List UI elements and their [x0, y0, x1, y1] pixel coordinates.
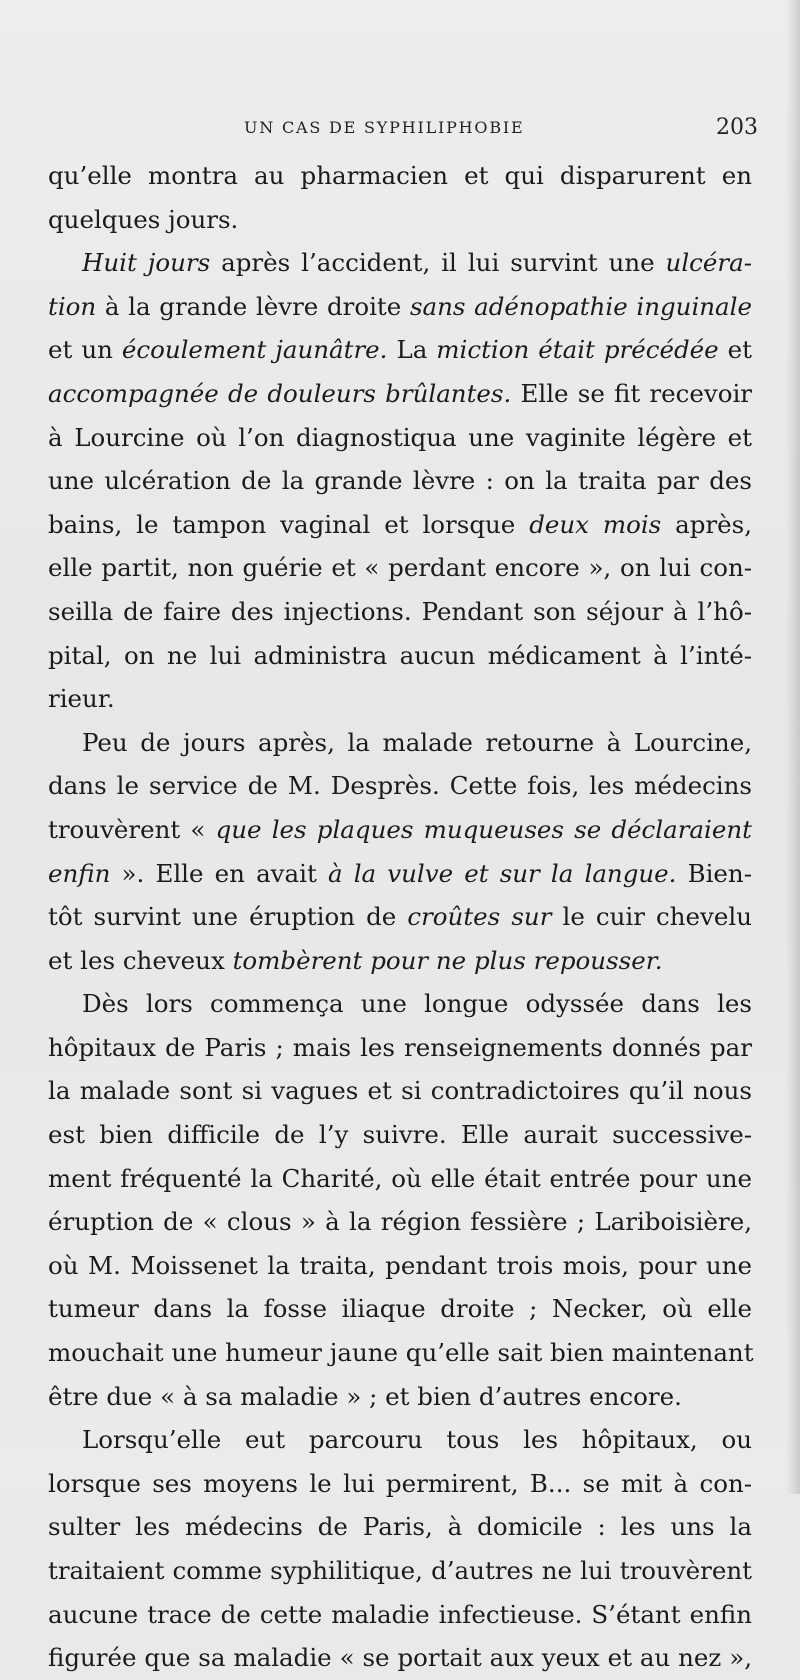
text-run: pital, on ne lui administra aucun médicament à l’inté- — [48, 640, 752, 670]
text-run: et un — [48, 335, 122, 365]
text-run: mouchait une humeur jaune qu’elle sait bien maintenant — [48, 1338, 754, 1368]
text-line — [48, 590, 752, 634]
text-run: ». Elle en avait — [110, 858, 328, 888]
text-run: après l’accident, il lui survint une — [210, 248, 666, 278]
italic-text-run: miction était précédée — [436, 335, 719, 365]
italic-text-run: à la vulve et sur la langue. — [327, 858, 677, 888]
text-run: à Lourcine où l’on diagnostiqua une vaginite légère et — [48, 422, 752, 452]
text-run: après, — [661, 509, 752, 539]
text-line — [48, 677, 752, 721]
text-line — [48, 1375, 752, 1419]
text-line — [48, 1069, 752, 1113]
text-run: dans le service de M. Desprès. Cette fois, les médecins — [48, 771, 752, 801]
text-run: aucune trace de cette maladie infectieuse. S’étant enfin — [48, 1599, 752, 1629]
text-run: la malade sont si vagues et si contradictoires qu’il nous — [48, 1076, 752, 1106]
text-run: Lorsqu’elle eut parcouru tous les hôpitaux, ou — [82, 1425, 752, 1455]
text-line — [48, 1157, 752, 1201]
text-line — [48, 372, 752, 416]
italic-text-run: tion — [48, 291, 97, 321]
text-run: tumeur dans la fosse iliaque droite ; Necker, où elle — [48, 1294, 752, 1324]
text-line — [48, 852, 752, 896]
text-line — [48, 1462, 752, 1506]
text-line — [48, 241, 752, 285]
text-line — [48, 1593, 752, 1637]
text-run: traitaient comme syphilitique, d’autres ne lui trouvèrent — [48, 1556, 752, 1585]
text-line — [48, 808, 752, 852]
text-run: elle partit, non guérie et « perdant encore », on lui con- — [48, 553, 752, 583]
italic-text-run: écoulement jaunâtre. — [121, 335, 388, 365]
text-run: hôpitaux de Paris ; mais les renseignements donnés par — [48, 1032, 752, 1062]
text-line — [48, 1331, 752, 1375]
text-run: être due « à sa maladie » ; et bien d’autres encore. — [48, 1381, 682, 1411]
text-line — [48, 634, 752, 678]
text-run: le cuir chevelu — [551, 902, 753, 932]
text-run: qu’elle montra au pharmacien et qui disparurent en — [48, 161, 752, 190]
text-run: à la grande lèvre droite — [96, 291, 410, 321]
page-edge-shadow — [786, 0, 800, 1494]
text-line — [48, 939, 752, 983]
text-line — [48, 1418, 752, 1462]
text-run: trouvèrent « — [48, 814, 216, 844]
italic-text-run: croûtes sur — [407, 902, 552, 932]
italic-text-run: sans adénopathie inguinale — [409, 291, 752, 321]
text-run: quelques jours. — [48, 204, 239, 234]
text-run: ment fréquenté la Charité, où elle était entrée pour une — [48, 1163, 752, 1193]
page-number: 203 — [716, 115, 758, 140]
text-line — [48, 1549, 752, 1593]
text-run: rieur. — [48, 684, 115, 714]
text-run: Dès lors commença une longue odyssée dans les — [82, 989, 752, 1019]
italic-text-run: deux mois — [529, 509, 662, 539]
text-run: une ulcération de la grande lèvre : on la traita par des — [48, 466, 752, 496]
text-line — [48, 328, 752, 372]
text-line — [48, 1113, 752, 1157]
text-line — [48, 1200, 752, 1244]
text-line — [48, 764, 752, 808]
text-run: La — [387, 335, 437, 365]
text-run: lorsque ses moyens le lui permirent, B... se mit à con- — [48, 1468, 752, 1498]
text-line — [48, 895, 752, 939]
text-run: éruption de « clous » à la région fessière ; Lariboisière, — [48, 1207, 752, 1237]
italic-text-run: Huit jours — [82, 248, 211, 278]
text-run: sulter les médecins de Paris, à domicile : les uns la — [48, 1512, 752, 1542]
text-run: seilla de faire des injections. Pendant son séjour à l’hô- — [48, 596, 752, 626]
text-line — [48, 982, 752, 1026]
text-run: et les cheveux — [48, 945, 233, 975]
italic-text-run: que les plaques muqueuses se déclaraient — [215, 814, 753, 844]
text-run: et — [718, 335, 752, 365]
text-run: où M. Moissenet la traita, pendant trois mois, pour une — [48, 1250, 752, 1280]
text-line — [48, 1505, 752, 1549]
text-run: figurée que sa maladie « se portait aux yeux et au nez », — [48, 1643, 752, 1673]
text-run: Bien- — [676, 858, 752, 888]
text-line — [48, 1244, 752, 1288]
running-title: UN CAS DE SYPHILIPHOBIE — [244, 118, 525, 137]
text-line — [48, 503, 752, 547]
text-run: Peu de jours après, la malade retourne à Lourcine, — [82, 727, 752, 757]
page-header — [48, 115, 758, 142]
text-line — [48, 459, 752, 503]
text-line — [48, 1287, 752, 1331]
text-line — [48, 1026, 752, 1070]
body-text — [48, 154, 752, 1680]
text-line — [48, 154, 752, 198]
text-line — [48, 721, 752, 765]
text-line — [48, 285, 752, 329]
text-line — [48, 1636, 752, 1680]
italic-text-run: ulcéra- — [665, 248, 752, 278]
italic-text-run: tombèrent pour ne plus repousser. — [232, 945, 663, 975]
text-run: bains, le tampon vaginal et lorsque — [48, 509, 530, 539]
text-run: est bien difficile de l’y suivre. Elle aurait successive- — [48, 1120, 752, 1150]
text-line — [48, 416, 752, 460]
italic-text-run: enfin — [48, 858, 111, 888]
text-run: Elle se fit recevoir — [511, 378, 752, 408]
italic-text-run: accompagnée de douleurs brûlantes. — [48, 378, 512, 408]
text-line — [48, 198, 752, 242]
text-run: tôt survint une éruption de — [48, 902, 408, 932]
text-line — [48, 546, 752, 590]
